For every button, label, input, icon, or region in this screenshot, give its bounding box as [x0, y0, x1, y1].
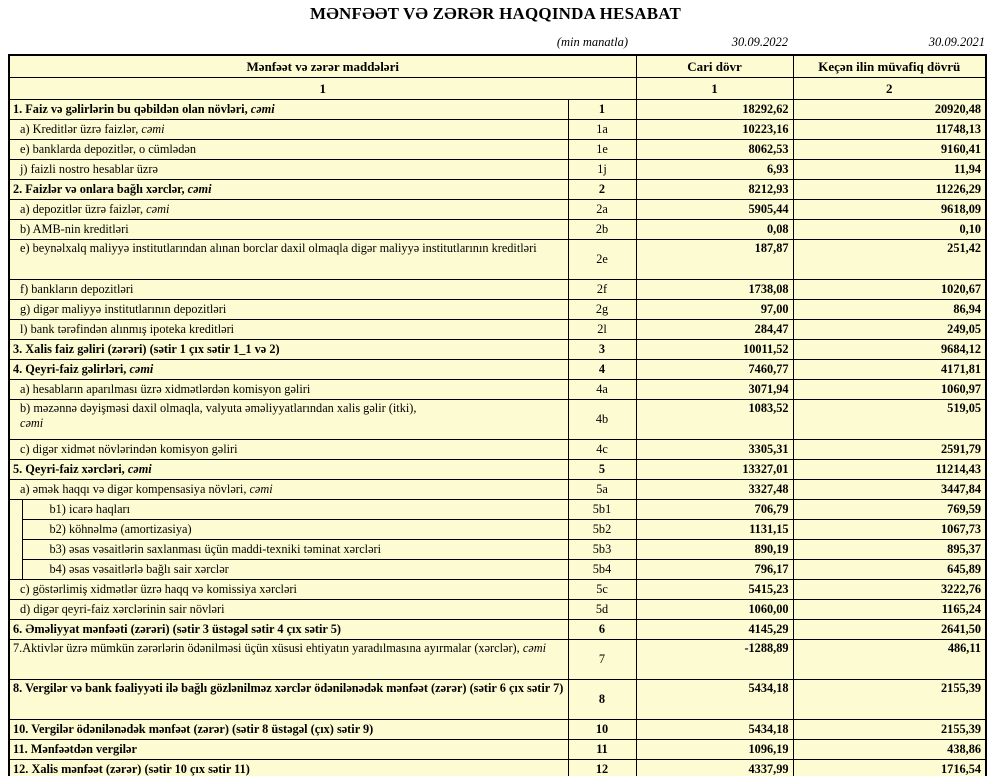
- row-value-previous: 3222,76: [793, 580, 986, 600]
- table-row: [9, 240, 986, 280]
- row-value-previous: 1020,67: [793, 280, 986, 300]
- row-value-current: 6,93: [636, 160, 793, 180]
- row-label: [9, 760, 568, 776]
- row-label: [9, 180, 568, 200]
- row-code: 5b3: [568, 540, 636, 560]
- row-value-previous: 249,05: [793, 320, 986, 340]
- row-label-text: b3) əsas vəsaitlərin saxlanması üçün maddi-texniki təminat xərcləri: [49, 542, 382, 557]
- row-code: 4: [568, 360, 636, 380]
- row-label: [22, 500, 568, 520]
- row-code: 1a: [568, 120, 636, 140]
- table-row: [9, 360, 986, 380]
- row-value-current: 1738,08: [636, 280, 793, 300]
- row-code: 5b2: [568, 520, 636, 540]
- row-value-previous: 486,11: [793, 640, 986, 680]
- row-label-text: l) bank tərəfindən alınmış ipoteka kreditləri: [20, 322, 235, 337]
- table-row: [9, 100, 986, 120]
- row-value-current: 5905,44: [636, 200, 793, 220]
- row-value-current: 0,08: [636, 220, 793, 240]
- row-label-text: c) göstərlimiş xidmətlər üzrə haqq və komissiya xərcləri: [20, 582, 297, 597]
- row-value-previous: 3447,84: [793, 480, 986, 500]
- row-value-previous: 9160,41: [793, 140, 986, 160]
- row-value-previous: 1067,73: [793, 520, 986, 540]
- table-row: [9, 680, 986, 720]
- row-code: 1j: [568, 160, 636, 180]
- table-row: [9, 340, 986, 360]
- row-label: [9, 220, 568, 240]
- row-value-previous: 438,86: [793, 740, 986, 760]
- row-value-current: 3327,48: [636, 480, 793, 500]
- profit-loss-table: [8, 54, 987, 776]
- row-code: 1e: [568, 140, 636, 160]
- row-label: [9, 400, 568, 440]
- row-label-text: 2. Faizlər və onlara bağlı xərclər,: [13, 182, 188, 197]
- row-code: 4c: [568, 440, 636, 460]
- row-code: 1: [568, 100, 636, 120]
- row-value-current: 5415,23: [636, 580, 793, 600]
- table-row: [9, 440, 986, 460]
- row-label-text: f) bankların depozitləri: [20, 282, 134, 297]
- row-label-italic: cəmi: [127, 462, 152, 477]
- table-row: [9, 600, 986, 620]
- table-row: [9, 620, 986, 640]
- row-code: 11: [568, 740, 636, 760]
- row-label-text: 3. Xalis faiz gəliri (zərəri) (sətir 1 çıx sətir 1_1 və 2): [13, 342, 280, 357]
- row-label-italic: cəmi: [141, 122, 165, 137]
- row-label-text: a) depozitlər üzrə faizlər,: [20, 202, 147, 217]
- row-value-previous: 1060,97: [793, 380, 986, 400]
- table-row: [9, 140, 986, 160]
- table-row: [9, 720, 986, 740]
- row-value-previous: 4171,81: [793, 360, 986, 380]
- row-value-current: 796,17: [636, 560, 793, 580]
- row-code: 2l: [568, 320, 636, 340]
- row-value-current: 5434,18: [636, 720, 793, 740]
- row-value-previous: 1165,24: [793, 600, 986, 620]
- row-label-text: 5. Qeyri-faiz xərcləri,: [13, 462, 128, 477]
- row-code: 8: [568, 680, 636, 720]
- row-value-current: 1131,15: [636, 520, 793, 540]
- row-label-text: 12. Xalis mənfəət (zərər) (sətir 10 çıx sətir 11): [13, 762, 250, 776]
- row-value-previous: 11748,13: [793, 120, 986, 140]
- row-value-current: 4337,99: [636, 760, 793, 776]
- row-value-current: -1288,89: [636, 640, 793, 680]
- row-label: [22, 540, 568, 560]
- index-current: 1: [636, 78, 793, 100]
- row-label-text: a) əmək haqqı və digər kompensasiya növləri,: [20, 482, 250, 497]
- row-label: [9, 240, 568, 280]
- row-code: 2g: [568, 300, 636, 320]
- row-label-italic: cəmi: [129, 362, 154, 377]
- table-row: [9, 520, 986, 540]
- row-value-current: 10223,16: [636, 120, 793, 140]
- row-value-previous: 769,59: [793, 500, 986, 520]
- row-label-italic: cəmi: [20, 415, 44, 430]
- table-row: [9, 160, 986, 180]
- row-label: [9, 680, 568, 720]
- row-code: 5b1: [568, 500, 636, 520]
- row-label-italic: cəmi: [522, 641, 547, 655]
- table-row: [9, 540, 986, 560]
- table-row: [9, 400, 986, 440]
- row-value-current: 8062,53: [636, 140, 793, 160]
- row-label-text: 10. Vergilər ödənilənədək mənfəət (zərər) (sətir 8 üstəgəl (çıx) sətir 9): [13, 722, 374, 737]
- row-code: 5c: [568, 580, 636, 600]
- table-row: [9, 280, 986, 300]
- header-previous-period: Keçən ilin müvafiq dövrü: [793, 55, 986, 78]
- row-label: [9, 340, 568, 360]
- date-current: 30.09.2022: [731, 35, 788, 49]
- row-label: [9, 380, 568, 400]
- row-code: 2: [568, 180, 636, 200]
- row-code: 10: [568, 720, 636, 740]
- row-value-current: 97,00: [636, 300, 793, 320]
- table-body: [9, 100, 986, 776]
- table-row: [9, 180, 986, 200]
- row-code: 7: [568, 640, 636, 680]
- row-value-previous: 1716,54: [793, 760, 986, 776]
- nested-spacer-cell: [9, 500, 22, 580]
- row-label-text: g) digər maliyyə institutlarının depozitləri: [20, 302, 227, 317]
- row-value-current: 890,19: [636, 540, 793, 560]
- row-label: [9, 600, 568, 620]
- date-previous: 30.09.2021: [928, 35, 985, 49]
- table-head: [9, 55, 986, 100]
- table-row: [9, 580, 986, 600]
- row-label-text: b2) köhnəlmə (amortizasiya): [49, 522, 192, 537]
- row-label: [9, 140, 568, 160]
- row-value-previous: 11,94: [793, 160, 986, 180]
- table-row: [9, 500, 986, 520]
- row-label: [9, 320, 568, 340]
- row-label-text: a) hesabların aparılması üzrə xidmətlərdən komisyon gəliri: [20, 382, 311, 397]
- row-code: 4b: [568, 400, 636, 440]
- row-label: [9, 740, 568, 760]
- row-label: [9, 120, 568, 140]
- row-value-current: 706,79: [636, 500, 793, 520]
- row-value-previous: 519,05: [793, 400, 986, 440]
- row-label: [9, 640, 568, 680]
- row-value-previous: 645,89: [793, 560, 986, 580]
- row-value-current: 1060,00: [636, 600, 793, 620]
- row-code: 5b4: [568, 560, 636, 580]
- table-row: [9, 300, 986, 320]
- row-value-previous: 2641,50: [793, 620, 986, 640]
- row-label: [9, 280, 568, 300]
- index-previous: 2: [793, 78, 986, 100]
- row-value-current: 284,47: [636, 320, 793, 340]
- row-label-text: c) digər xidmət növlərindən komisyon gəliri: [20, 442, 238, 457]
- row-value-previous: 9618,09: [793, 200, 986, 220]
- row-code: 4a: [568, 380, 636, 400]
- row-value-previous: 20920,48: [793, 100, 986, 120]
- row-code: 2b: [568, 220, 636, 240]
- row-label: [9, 480, 568, 500]
- row-label: [9, 620, 568, 640]
- table-row: [9, 220, 986, 240]
- row-code: 3: [568, 340, 636, 360]
- row-value-previous: 251,42: [793, 240, 986, 280]
- unit-note: (min manatla): [556, 35, 628, 49]
- row-label-text: 4. Qeyri-faiz gəlirləri,: [13, 362, 130, 377]
- row-value-current: 1096,19: [636, 740, 793, 760]
- row-label-text: 7.Aktivlər üzrə mümkün zərərlərin ödənilməsi üçün xüsusi ehtiyatın yaradılmasına ayırmalar (xərclər),: [13, 641, 523, 655]
- row-label-text: d) digər qeyri-faiz xərclərinin sair növləri: [20, 602, 225, 617]
- row-code: 6: [568, 620, 636, 640]
- header-current-period: Cari dövr: [636, 55, 793, 78]
- row-value-current: 4145,29: [636, 620, 793, 640]
- table-row: [9, 120, 986, 140]
- row-label: [9, 720, 568, 740]
- row-code: 2f: [568, 280, 636, 300]
- table-row: [9, 740, 986, 760]
- row-label-italic: cəmi: [187, 182, 212, 197]
- row-value-previous: 2591,79: [793, 440, 986, 460]
- table-row: [9, 460, 986, 480]
- row-value-current: 1083,52: [636, 400, 793, 440]
- row-label: [9, 300, 568, 320]
- row-label-italic: cəmi: [250, 102, 275, 117]
- table-header-row: [9, 55, 986, 78]
- row-value-previous: 9684,12: [793, 340, 986, 360]
- table-index-row: [9, 78, 986, 100]
- row-label-text: j) faizli nostro hesablar üzrə: [20, 162, 158, 177]
- row-label-italic: cəmi: [146, 202, 170, 217]
- index-items: 1: [9, 78, 636, 100]
- row-label-text: b4) əsas vəsaitlərlə bağlı sair xərclər: [49, 562, 229, 577]
- row-code: 5a: [568, 480, 636, 500]
- table-row: [9, 760, 986, 776]
- row-value-current: 10011,52: [636, 340, 793, 360]
- row-label: [9, 360, 568, 380]
- row-label: [9, 160, 568, 180]
- row-code: 2e: [568, 240, 636, 280]
- row-code: 5: [568, 460, 636, 480]
- row-value-previous: 2155,39: [793, 680, 986, 720]
- table-row: [9, 560, 986, 580]
- header-items: Mənfəət və zərər maddələri: [9, 55, 636, 78]
- table-row: [9, 380, 986, 400]
- row-value-previous: 11226,29: [793, 180, 986, 200]
- row-value-previous: 11214,43: [793, 460, 986, 480]
- row-label: [22, 560, 568, 580]
- table-row: [9, 200, 986, 220]
- row-value-current: 187,87: [636, 240, 793, 280]
- row-label-text: e) beynəlxalq maliyyə institutlarından alınan borclar daxil olmaqla digər maliyyə institutlarının kreditləri: [20, 241, 537, 255]
- row-value-current: 3071,94: [636, 380, 793, 400]
- row-label-text: b) AMB-nin kreditləri: [20, 222, 129, 237]
- row-value-current: 5434,18: [636, 680, 793, 720]
- row-value-current: 7460,77: [636, 360, 793, 380]
- row-label-text: b) məzənnə dəyişməsi daxil olmaqla, valyuta əməliyyatlarından xalis gəlir (itki),: [20, 401, 417, 415]
- row-label: [9, 460, 568, 480]
- row-value-current: 13327,01: [636, 460, 793, 480]
- row-value-current: 8212,93: [636, 180, 793, 200]
- row-value-previous: 0,10: [793, 220, 986, 240]
- row-label-text: b1) icarə haqları: [49, 502, 131, 517]
- row-value-current: 3305,31: [636, 440, 793, 460]
- row-label-italic: cəmi: [249, 482, 273, 497]
- row-label: [22, 520, 568, 540]
- meta-line: [0, 35, 991, 50]
- row-label: [9, 580, 568, 600]
- row-code: 2a: [568, 200, 636, 220]
- row-label: [9, 200, 568, 220]
- row-label-text: 11. Mənfəətdən vergilər: [13, 742, 137, 757]
- row-value-previous: 895,37: [793, 540, 986, 560]
- row-label-text: a) Kreditlər üzrə faizlər,: [20, 122, 142, 137]
- row-value-current: 18292,62: [636, 100, 793, 120]
- row-label-text: 8. Vergilər və bank fəaliyyəti ilə bağlı gözlənilməz xərclər ödənilənədək mənfəət (zərər) (sətir 6 çıx sətir 7): [13, 681, 564, 695]
- row-label: [9, 440, 568, 460]
- row-label-text: 6. Əməliyyat mənfəəti (zərəri) (sətir 3 üstəgəl sətir 4 çıx sətir 5): [13, 622, 341, 637]
- table-row: [9, 480, 986, 500]
- row-code: 12: [568, 760, 636, 776]
- row-label: [9, 100, 568, 120]
- row-code: 5d: [568, 600, 636, 620]
- page-title: MƏNFƏƏT VƏ ZƏRƏR HAQQINDA HESABAT: [310, 4, 681, 23]
- row-label-text: e) banklarda depozitlər, o cümlədən: [20, 142, 197, 157]
- row-value-previous: 2155,39: [793, 720, 986, 740]
- table-row: [9, 320, 986, 340]
- row-value-previous: 86,94: [793, 300, 986, 320]
- table-row: [9, 640, 986, 680]
- row-label-text: 1. Faiz və gəlirlərin bu qəbildən olan növləri,: [13, 102, 251, 117]
